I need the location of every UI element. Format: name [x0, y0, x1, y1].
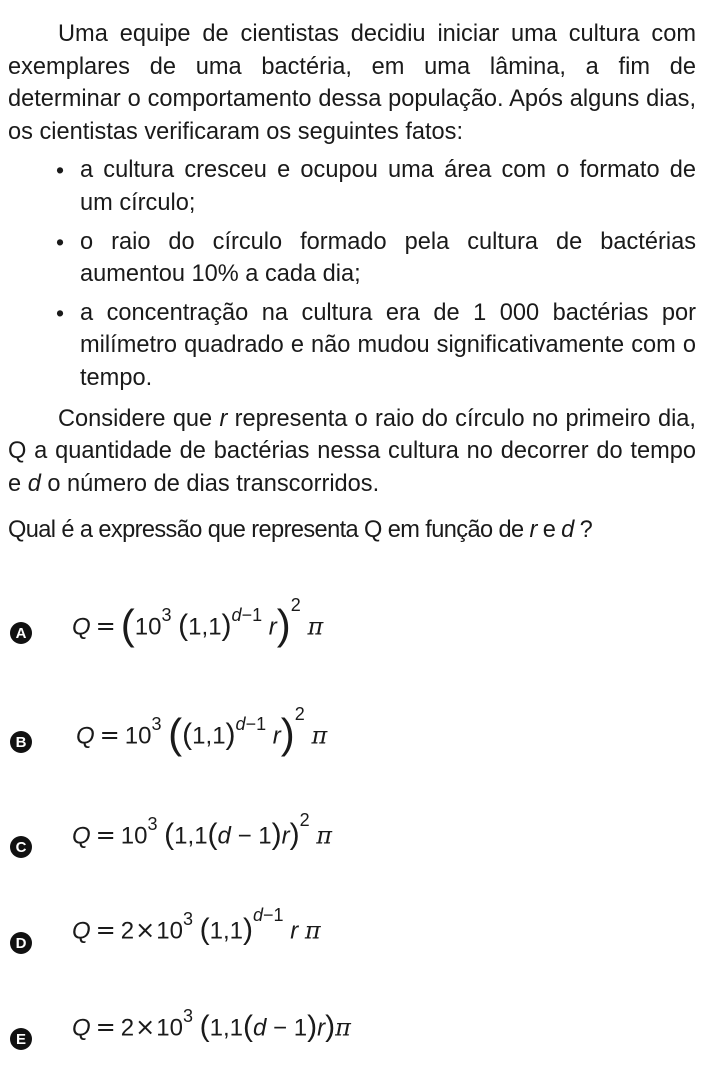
fact-item: • a cultura cresceu e ocupou uma área com o formato de um círculo; — [8, 154, 696, 219]
option-formula: $Q = (10^3$ $(1,1)^{d-1}$ r)$^2$ π — [72, 595, 324, 648]
fact-item: • a concentração na cultura era de 1 000 bactérias por milímetro quadrado e não mudou significativamente com o tempo. — [8, 297, 696, 395]
question-prompt: Qual é a expressão que representa Q em função de r e d ? — [8, 517, 593, 544]
option-c[interactable] — [10, 796, 690, 876]
option-b[interactable] — [10, 691, 690, 771]
question-text — [8, 18, 696, 546]
option-d[interactable] — [10, 893, 690, 973]
option-letter-badge[interactable]: C — [10, 836, 32, 858]
option-letter-badge[interactable]: E — [10, 1028, 32, 1050]
option-a[interactable] — [10, 588, 690, 668]
bullet-icon: • — [56, 157, 65, 184]
option-e[interactable] — [10, 988, 690, 1068]
bullet-icon: • — [56, 228, 65, 255]
bullet-icon: • — [56, 299, 65, 326]
option-formula: $Q = 10^3$ $(1,1(d - 1)r)^2$ π — [72, 810, 333, 851]
intro-paragraph: Uma equipe de cientistas decidiu iniciar uma cultura com exemplares de uma bactéria, em uma lâmina, a fim de determinar o comportamento dessa população. Após alguns dias, os cientistas verificaram os seguintes fatos: — [8, 21, 696, 145]
facts-list — [8, 154, 696, 394]
fact-item: • o raio do círculo formado pela cultura de bactérias aumentou 10% a cada dia; — [8, 226, 696, 291]
option-formula: $Q = 2\times 10^3$ $(1,1)^{d-1}$ r π — [72, 905, 321, 946]
option-formula: $Q = 10^3$ ($(1,1)^{d-1}$ r)$^2$ π — [76, 704, 328, 757]
consider-paragraph: Considere que r representa o raio do círculo no primeiro dia, Q a quantidade de bactérias nessa cultura no decorrer do tempo e d o número de dias transcorridos. — [8, 405, 696, 497]
option-letter-badge[interactable]: B — [10, 731, 32, 753]
option-formula: $Q = 2\times 10^3$ (1,1(d − 1)r)π — [72, 1006, 351, 1043]
option-letter-badge[interactable]: D — [10, 932, 32, 954]
option-letter-badge[interactable]: A — [10, 622, 32, 644]
